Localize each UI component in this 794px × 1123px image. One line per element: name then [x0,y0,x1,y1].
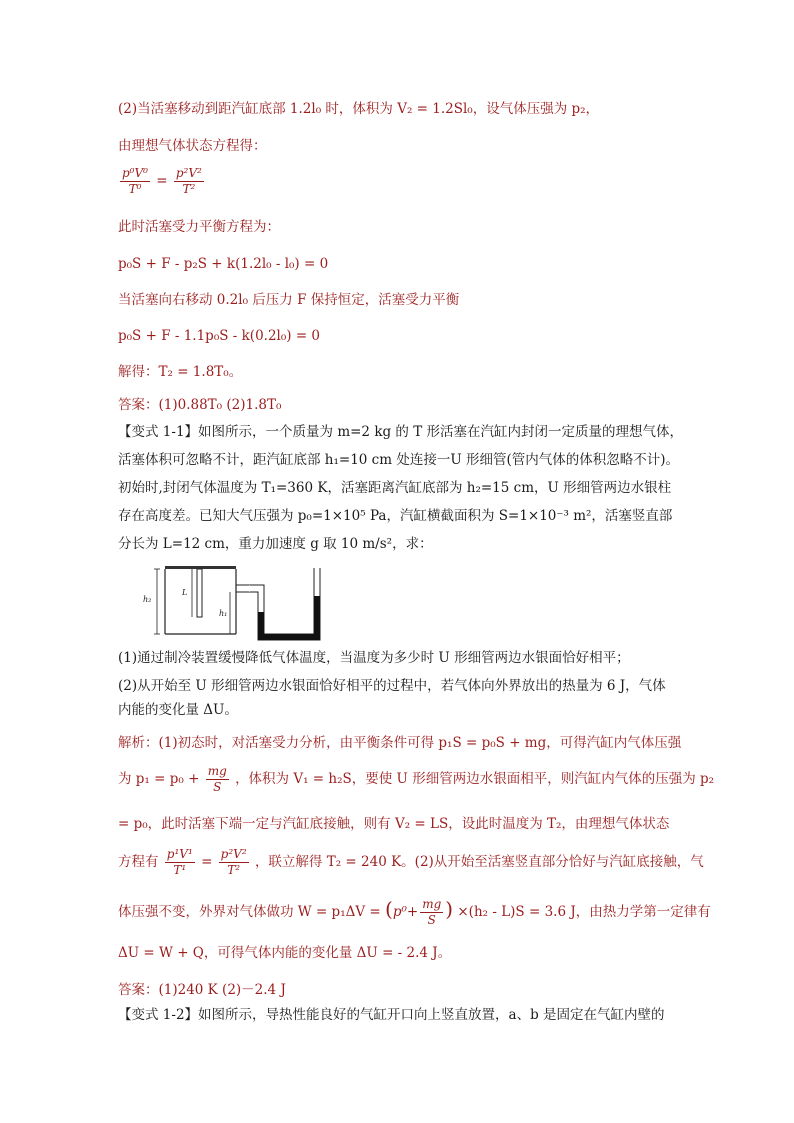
fraction: $\frac{\text{p⁰V⁰}}{\text{T⁰}}$ [122,166,148,196]
problem-question-2: (2)从开始至 U 形细管两边水银面恰好相平的过程中，若气体向外界放出的热量为 6 J，气体 [118,678,666,694]
solution-text: 此时活塞受力平衡方程为： [118,219,280,235]
equation-ideal-gas: $\frac{\text{p⁰V⁰}}{\text{T⁰}}$ = $\frac{\text{p²V²}}{\text{T²}}$ [122,166,202,196]
problem-question-1: (1)通过制冷装置缓慢降低气体温度，当温度为多少时 U 形细管两边水银面恰好相平； [118,650,630,666]
solution-text: 由理想气体状态方程得： [118,138,267,154]
analysis-line: 方程有 $\frac{\text{p¹V¹}}{\text{T¹}}$ = $\frac{\text{p²V²}}{\text{T²}}$ ，联立解得 T₂ = 240 K。(2)从开始至活塞竖直部分恰好与汽缸底接触，气 [118,847,704,877]
answer-line: 答案：(1)240 K (2)－2.4 J [118,982,286,998]
problem-question-2-cont: 内能的变化量 ΔU。 [118,702,238,718]
cylinder-u-tube-figure [140,562,325,642]
solution-result: 解得：T₂ = 1.8T₀。 [118,364,243,380]
problem-text: 活塞体积可忽略不计，距汽缸底部 h₁=10 cm 处连接一U 形细管(管内气体的体积忽略不计)。 [118,452,680,468]
analysis-line: ΔU = W + Q，可得气体内能的变化量 ΔU = - 2.4 J。 [118,945,452,961]
solution-step-2: (2)当活塞移动到距汽缸底部 1.2l₀ 时，体积为 V₂ = 1.2Sl₀，设气体压强为 p₂， [118,101,600,117]
analysis-line: = p₀，此时活塞下端一定与汽缸底接触，则有 V₂ = LS，设此时温度为 T₂，由理想气体状态 [118,816,670,832]
analysis-line: 解析：(1)初态时，对活塞受力分析，由平衡条件可得 p₁S = p₀S + mg，可得汽缸内气体压强 [118,735,682,751]
equation-balance-2: p₀S + F - 1.1p₀S - k(0.2l₀) = 0 [118,328,321,344]
solution-text: 当活塞向右移动 0.2l₀ 后压力 F 保持恒定，活塞受力平衡 [118,292,460,308]
analysis-line: 体压强不变，外界对气体做功 W = p₁ΔV = (p⁰+ $\frac{mg}{S}$ ) ×(h₂ - L)S = 3.6 J，由热力学第一定律有 [118,897,711,927]
problem-text: 分长为 L=12 cm，重力加速度 g 取 10 m/s²，求： [118,536,433,552]
problem-title: 【变式 1-2】如图所示，导热性能良好的气缸开口向上竖直放置，a、b 是固定在气缸内壁的 [118,1007,665,1023]
problem-text: 初始时,封闭气体温度为 T₁=360 K，活塞距离汽缸底部为 h₂=15 cm，U 形细管两边水银柱 [118,480,672,496]
analysis-line: 为 p₁ = p₀ + $\frac{mg}{S}$ ，体积为 V₁ = h₂S，要使 U 形细管两边水银面相平，则汽缸内气体的压强为 p₂ [118,764,715,794]
label-L: L [182,588,188,597]
fraction: $\frac{mg}{S}$ [207,764,227,794]
fraction: $\frac{mg}{S}$ [422,897,442,927]
label-h1: h₁ [219,609,228,618]
fraction: $\frac{\text{p²V²}}{\text{T²}}$ [220,847,247,877]
answer-line: 答案：(1)0.88T₀ (2)1.8T₀ [118,397,282,413]
problem-title: 【变式 1-1】如图所示，一个质量为 m=2 kg 的 T 形活塞在汽缸内封闭一定质量的理想气体， [118,424,684,440]
problem-text: 存在高度差。已知大气压强为 p₀=1×10⁵ Pa，汽缸横截面积为 S=1×10⁻³ m²，活塞竖直部 [118,508,673,524]
fraction: $\frac{\text{p²V²}}{\text{T²}}$ [175,166,202,196]
equation-balance-1: p₀S + F - p₂S + k(1.2l₀ - l₀) = 0 [118,256,329,272]
fraction: $\frac{\text{p¹V¹}}{\text{T¹}}$ [166,847,193,877]
label-h2: h₂ [143,595,152,604]
